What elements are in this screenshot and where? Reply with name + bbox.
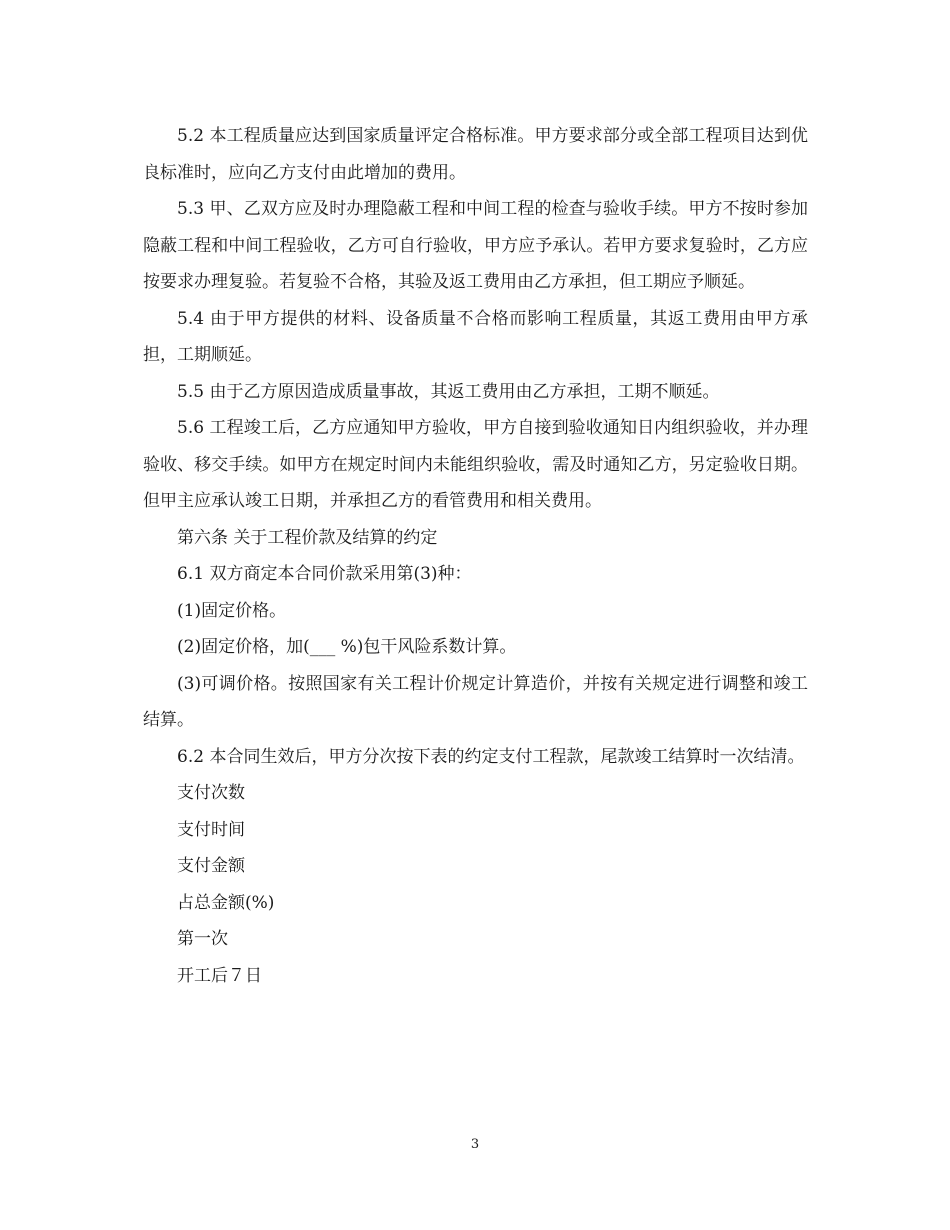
table-cell-payment-time: 支付时间 <box>177 819 245 840</box>
paragraph-6-1: 6.1 双方商定本合同价款采用第(3)种： <box>177 564 472 584</box>
table-cell-payment-amount: 支付金额 <box>177 856 245 876</box>
paragraph-5-2: 5.2 本工程质量应达到国家质量评定合格标准。甲方要求部分或全部工程项目达到优良标准时，应向乙方支付由此增加的费用。 <box>143 126 808 183</box>
document-body <box>143 118 808 994</box>
paragraph-5-4: 5.4 由于甲方提供的材料、设备质量不合格而影响工程质量，其返工费用由甲方承担，工期顺延。 <box>143 308 808 365</box>
paragraph-5-3: 5.3 甲、乙双方应及时办理隐蔽工程和中间工程的检查与验收手续。甲方不按时参加隐蔽工程和中间工程验收，乙方可自行验收，甲方应予承认。若甲方要求复验时，乙方应按要求办理复验。若复验不合格，其验及返工费用由乙方承担，但工期应予顺延。 <box>143 199 808 292</box>
paragraph-6-2: 6.2 本合同生效后，甲方分次按下表的约定支付工程款，尾款竣工结算时一次结清。 <box>177 746 805 767</box>
paragraph-5-5: 5.5 由于乙方原因造成质量事故，其返工费用由乙方承担，工期不顺延。 <box>177 381 720 402</box>
table-cell-after-start: 开工后７日 <box>177 965 262 986</box>
page-number: 3 <box>470 1137 480 1152</box>
table-cell-first: 第一次 <box>177 929 228 949</box>
article-6-heading: 第六条 关于工程价款及结算的约定 <box>177 527 438 548</box>
paragraph-5-6: 5.6 工程竣工后，乙方应通知甲方验收，甲方自接到验收通知日内组织验收，并办理验收、移交手续。如甲方在规定时间内未能组织验收，需及时通知乙方，另定验收日期。但甲主应承认竣工日期，并承担乙方的看管费用和相关费用。 <box>143 418 808 511</box>
option-2: (2)固定价格，加(___ %)包干风险系数计算。 <box>177 637 517 657</box>
table-cell-percentage: 占总金额(%) <box>177 892 275 913</box>
option-1: (1)固定价格。 <box>177 600 287 621</box>
option-3: (3)可调价格。按照国家有关工程计价规定计算造价，并按有关规定进行调整和竣工结算。 <box>143 673 808 730</box>
table-cell-payment-count: 支付次数 <box>177 783 245 803</box>
